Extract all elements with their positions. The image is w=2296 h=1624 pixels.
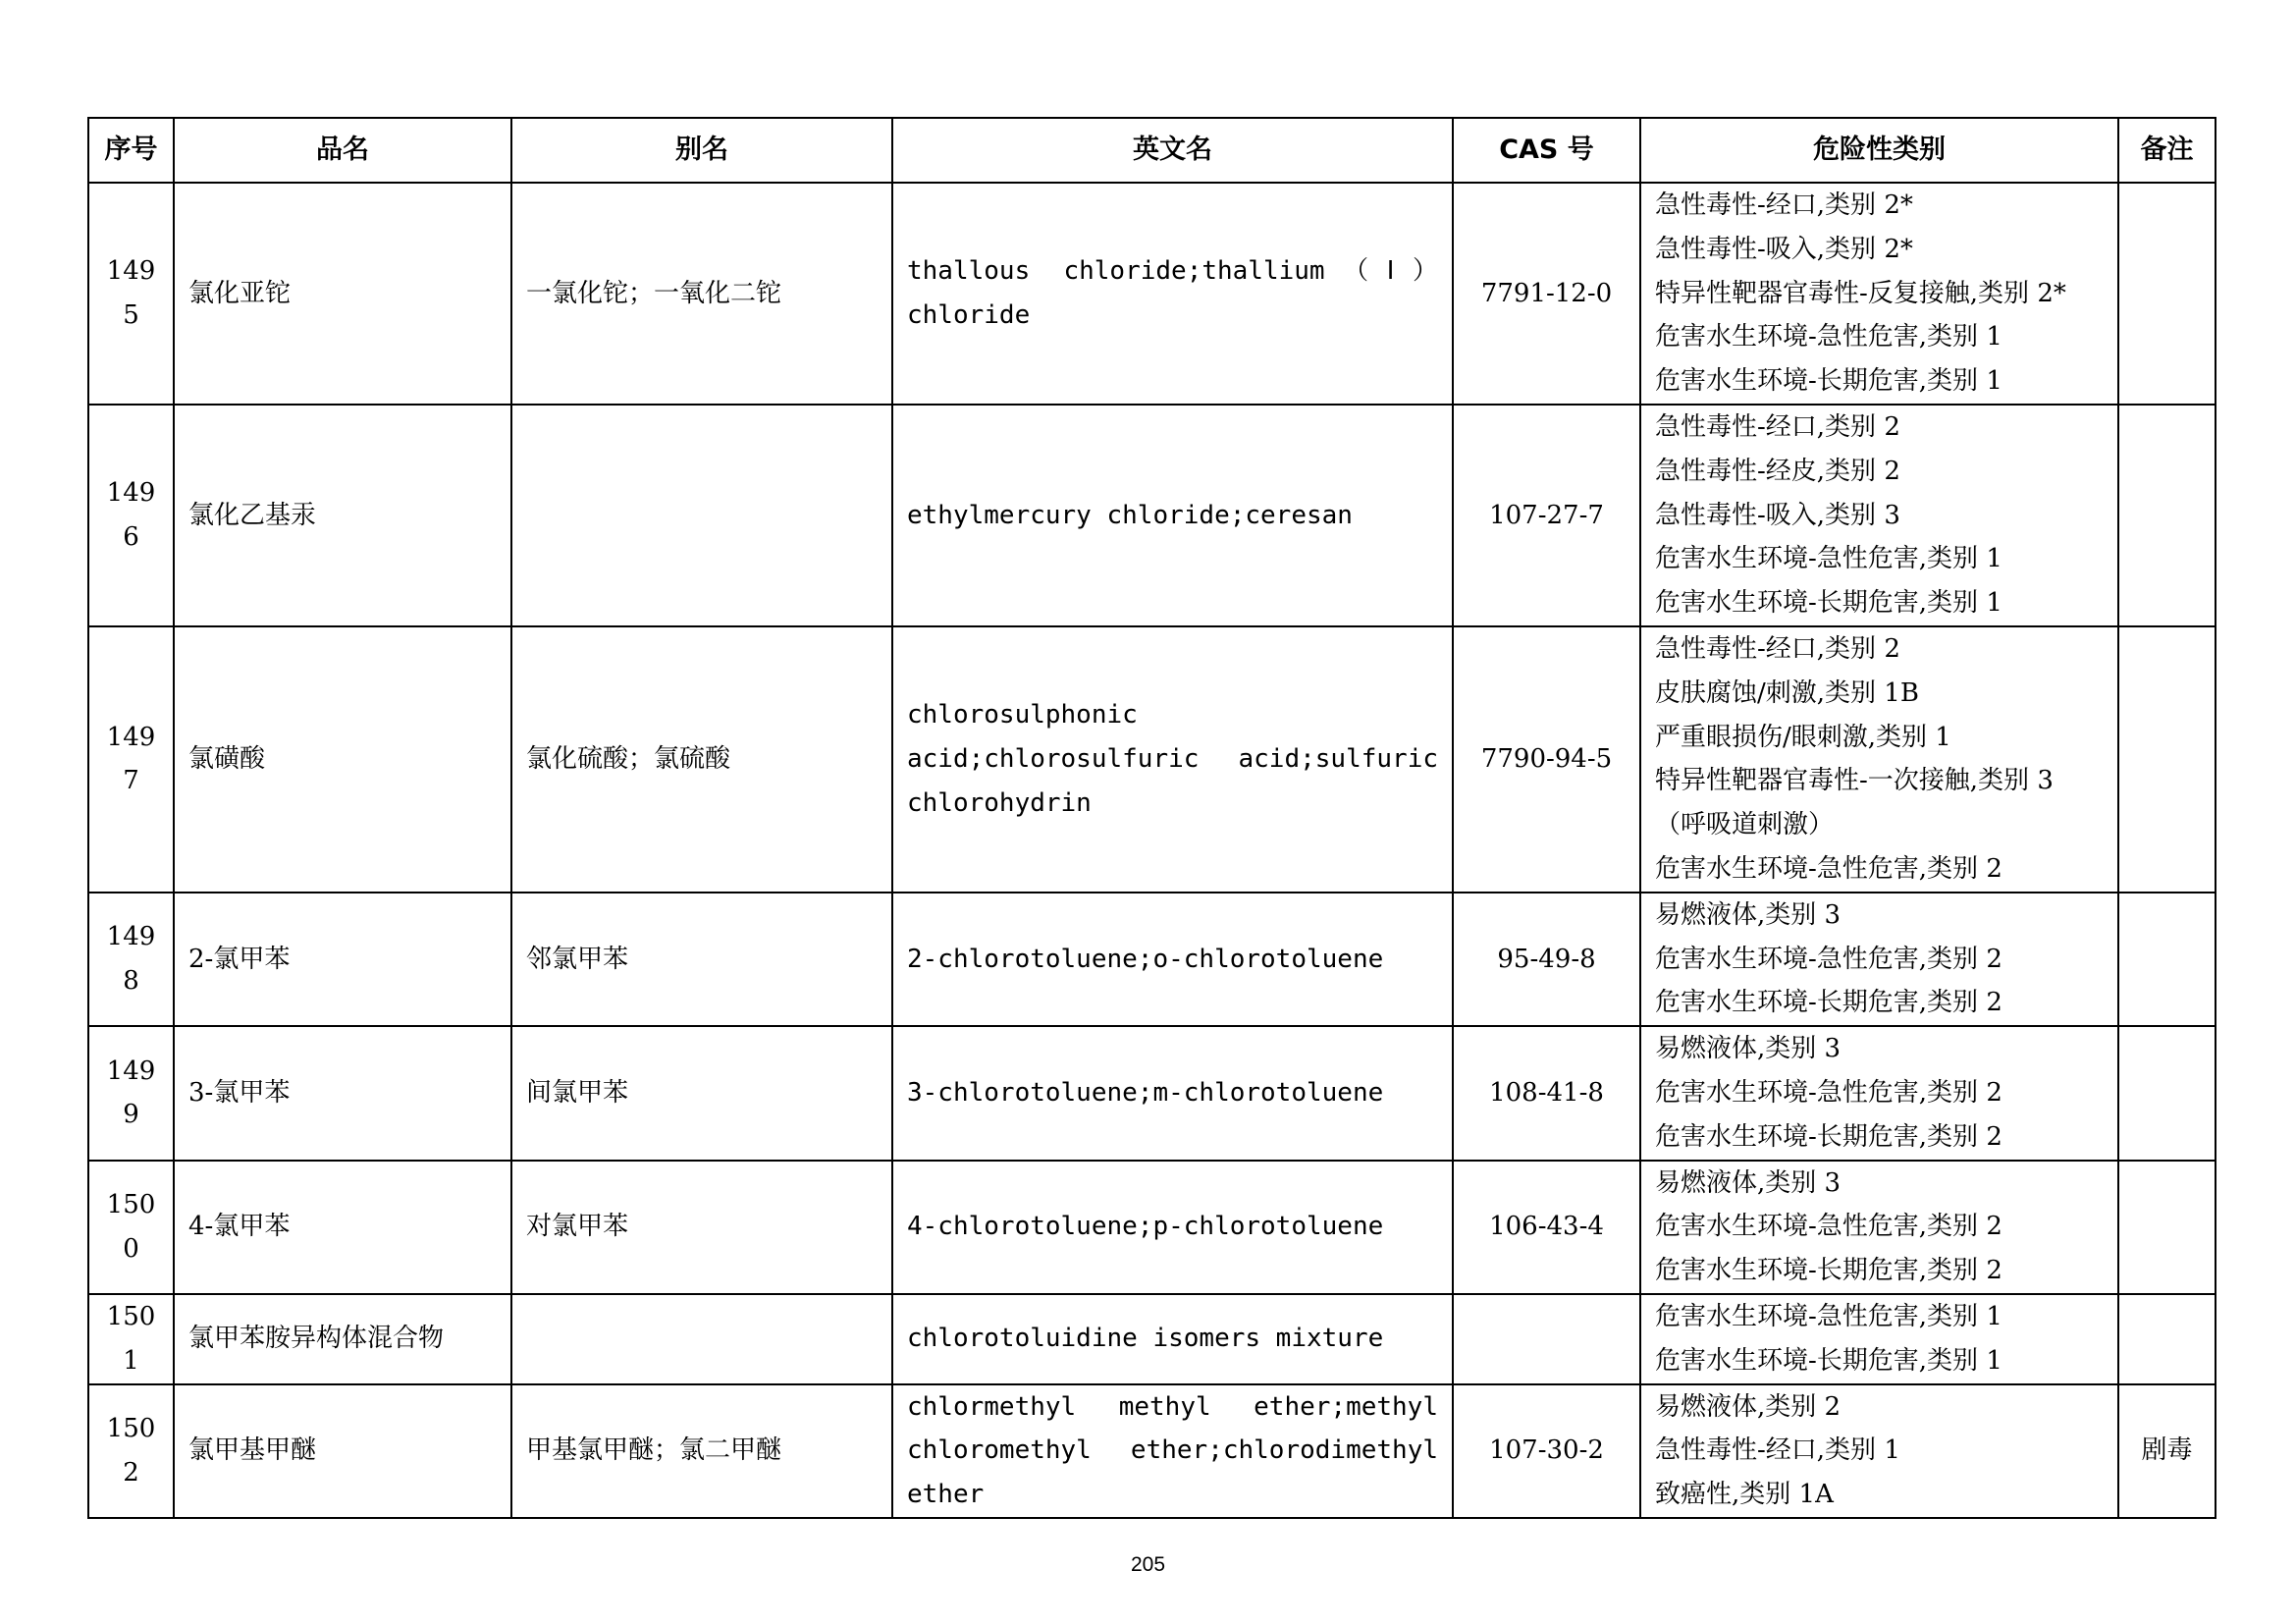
cell-note <box>2118 1026 2216 1160</box>
table-row <box>88 1384 2216 1518</box>
table-row <box>88 626 2216 893</box>
cell-hazard <box>1640 1161 2118 1294</box>
hazard-line: 易燃液体,类别 2 <box>1655 1391 1842 1422</box>
hazard-line: 特异性靶器官毒性-一次接触,类别 3（呼吸道刺激） <box>1655 766 2054 840</box>
cell-hazard <box>1640 1384 2118 1518</box>
cell-no: 1500 <box>88 1161 174 1294</box>
cell-cas: 108-41-8 <box>1453 1026 1640 1160</box>
cell-name: 4-氯甲苯 <box>174 1161 511 1294</box>
cell-cas: 7790-94-5 <box>1453 626 1640 893</box>
cell-no: 1496 <box>88 405 174 626</box>
hazard-line: 急性毒性-经皮,类别 2 <box>1655 456 1900 486</box>
cell-name: 氯甲基甲醚 <box>174 1384 511 1518</box>
cell-english: 4-chlorotoluene;p-chlorotoluene <box>892 1161 1453 1294</box>
table-header-row <box>88 118 2216 183</box>
hazard-line: 危害水生环境-长期危害,类别 1 <box>1655 366 2002 397</box>
hazard-line: 危害水生环境-长期危害,类别 2 <box>1655 988 2002 1018</box>
cell-no: 1502 <box>88 1384 174 1518</box>
hazard-line: 皮肤腐蚀/刺激,类别 1B <box>1655 677 1919 708</box>
cell-name: 3-氯甲苯 <box>174 1026 511 1160</box>
cell-hazard <box>1640 405 2118 626</box>
cell-english: ethylmercury chloride;ceresan <box>892 405 1453 626</box>
header-english: 英文名 <box>892 118 1453 183</box>
hazard-line: 特异性靶器官毒性-反复接触,类别 2* <box>1655 278 2066 308</box>
cell-note <box>2118 1161 2216 1294</box>
hazard-line: 易燃液体,类别 3 <box>1655 1034 1842 1064</box>
hazardous-chemicals-table <box>87 117 2216 1519</box>
hazard-line: 急性毒性-经口,类别 1 <box>1655 1435 1900 1466</box>
hazard-line: 危害水生环境-长期危害,类别 2 <box>1655 1121 2002 1152</box>
cell-no: 1498 <box>88 893 174 1026</box>
table-row <box>88 405 2216 626</box>
cell-name: 2-氯甲苯 <box>174 893 511 1026</box>
cell-no: 1499 <box>88 1026 174 1160</box>
cell-alias <box>511 1294 892 1384</box>
hazard-line: 危害水生环境-急性危害,类别 2 <box>1655 1212 2002 1242</box>
hazard-line: 危害水生环境-急性危害,类别 2 <box>1655 1077 2002 1108</box>
cell-alias: 邻氯甲苯 <box>511 893 892 1026</box>
cell-name: 氯磺酸 <box>174 626 511 893</box>
cell-name: 氯化亚铊 <box>174 183 511 405</box>
cell-no: 1497 <box>88 626 174 893</box>
table-row <box>88 183 2216 405</box>
cell-name: 氯甲苯胺异构体混合物 <box>174 1294 511 1384</box>
hazard-line: 致癌性,类别 1A <box>1655 1480 1834 1510</box>
cell-alias: 间氯甲苯 <box>511 1026 892 1160</box>
hazard-line: 急性毒性-经口,类别 2 <box>1655 633 1900 664</box>
cell-alias: 一氯化铊；一氧化二铊 <box>511 183 892 405</box>
table-row <box>88 1026 2216 1160</box>
cell-cas: 107-30-2 <box>1453 1384 1640 1518</box>
header-alias: 别名 <box>511 118 892 183</box>
cell-english: 2-chlorotoluene;o-chlorotoluene <box>892 893 1453 1026</box>
cell-alias <box>511 405 892 626</box>
cell-alias: 甲基氯甲醚；氯二甲醚 <box>511 1384 892 1518</box>
hazard-line: 急性毒性-经口,类别 2* <box>1655 190 1913 220</box>
cell-english: chlorosulphonic acid;chlorosulfuric acid;sulfuric chlorohydrin <box>892 626 1453 893</box>
header-note: 备注 <box>2118 118 2216 183</box>
cell-cas: 7791-12-0 <box>1453 183 1640 405</box>
header-no: 序号 <box>88 118 174 183</box>
hazard-line: 危害水生环境-急性危害,类别 1 <box>1655 322 2002 352</box>
header-hazard: 危险性类别 <box>1640 118 2118 183</box>
hazard-line: 危害水生环境-急性危害,类别 2 <box>1655 944 2002 974</box>
cell-alias: 对氯甲苯 <box>511 1161 892 1294</box>
cell-hazard <box>1640 183 2118 405</box>
cell-hazard <box>1640 626 2118 893</box>
hazard-line: 危害水生环境-长期危害,类别 1 <box>1655 588 2002 619</box>
cell-no: 1495 <box>88 183 174 405</box>
cell-english: thallous chloride;thallium（Ⅰ）chloride <box>892 183 1453 405</box>
cell-note <box>2118 1294 2216 1384</box>
header-cas: CAS 号 <box>1453 118 1640 183</box>
hazard-line: 易燃液体,类别 3 <box>1655 1167 1842 1198</box>
cell-english: chlorotoluidine isomers mixture <box>892 1294 1453 1384</box>
hazard-line: 危害水生环境-长期危害,类别 1 <box>1655 1345 2002 1376</box>
cell-english: chlormethyl methyl ether;methyl chloromethyl ether;chlorodimethyl ether <box>892 1384 1453 1518</box>
hazard-line: 严重眼损伤/眼刺激,类别 1 <box>1655 722 1951 752</box>
hazard-line: 急性毒性-吸入,类别 3 <box>1655 500 1900 530</box>
hazard-line: 危害水生环境-急性危害,类别 1 <box>1655 1301 2002 1331</box>
cell-cas <box>1453 1294 1640 1384</box>
page-number: 205 <box>1130 1553 1166 1576</box>
hazard-line: 急性毒性-经口,类别 2 <box>1655 411 1900 442</box>
cell-cas: 107-27-7 <box>1453 405 1640 626</box>
cell-note: 剧毒 <box>2118 1384 2216 1518</box>
cell-note <box>2118 405 2216 626</box>
cell-hazard <box>1640 1294 2118 1384</box>
header-name: 品名 <box>174 118 511 183</box>
table-row <box>88 1161 2216 1294</box>
cell-no: 1501 <box>88 1294 174 1384</box>
table-row <box>88 893 2216 1026</box>
hazard-line: 危害水生环境-急性危害,类别 2 <box>1655 853 2002 884</box>
hazard-line: 危害水生环境-长期危害,类别 2 <box>1655 1256 2002 1286</box>
hazard-line: 急性毒性-吸入,类别 2* <box>1655 234 1913 264</box>
table-row <box>88 1294 2216 1384</box>
cell-note <box>2118 183 2216 405</box>
cell-cas: 95-49-8 <box>1453 893 1640 1026</box>
cell-alias: 氯化硫酸；氯硫酸 <box>511 626 892 893</box>
cell-note <box>2118 893 2216 1026</box>
hazard-line: 易燃液体,类别 3 <box>1655 899 1842 930</box>
cell-cas: 106-43-4 <box>1453 1161 1640 1294</box>
hazard-line: 危害水生环境-急性危害,类别 1 <box>1655 544 2002 574</box>
cell-name: 氯化乙基汞 <box>174 405 511 626</box>
cell-english: 3-chlorotoluene;m-chlorotoluene <box>892 1026 1453 1160</box>
cell-hazard <box>1640 893 2118 1026</box>
cell-note <box>2118 626 2216 893</box>
cell-hazard <box>1640 1026 2118 1160</box>
